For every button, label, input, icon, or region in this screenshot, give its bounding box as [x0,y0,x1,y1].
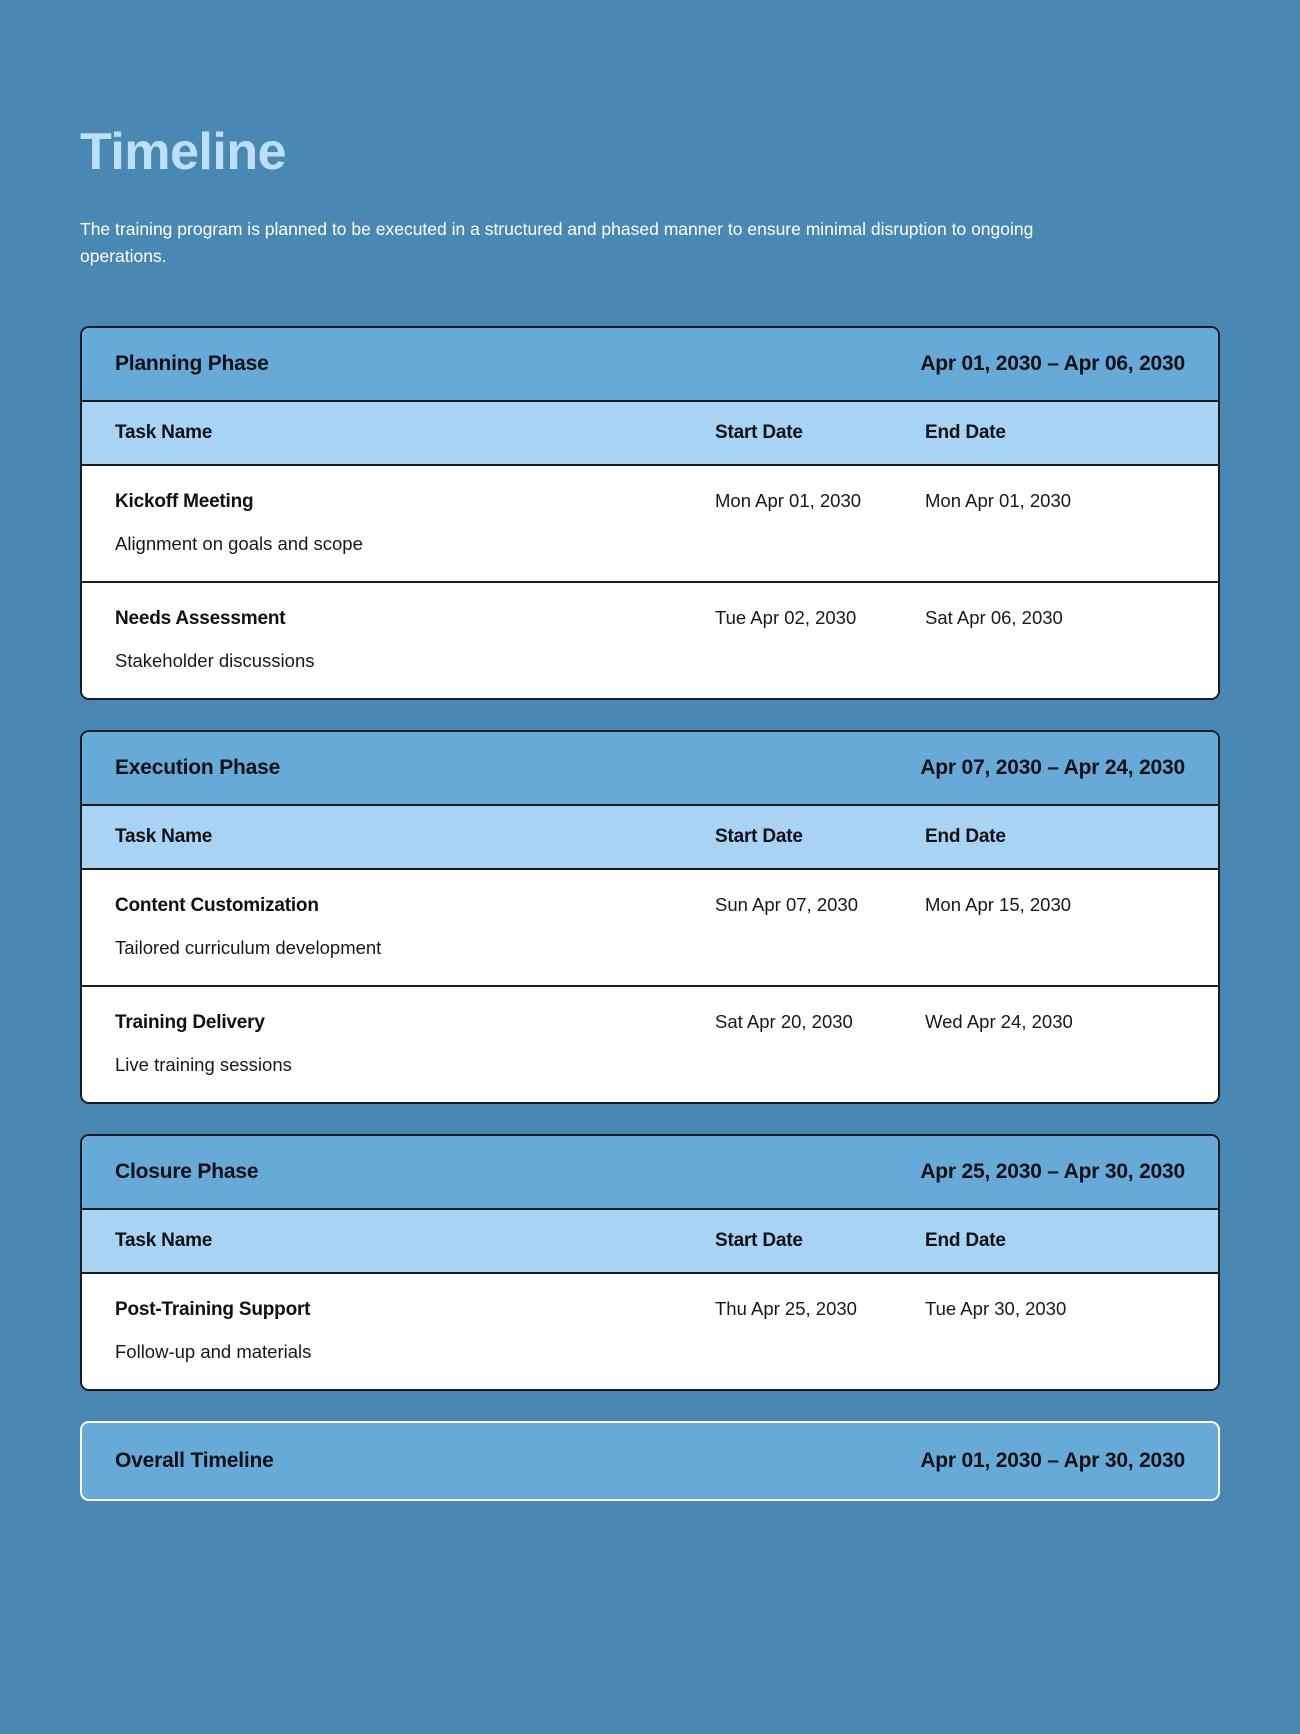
task-start-date: Tue Apr 02, 2030 [715,606,857,628]
task-description: Tailored curriculum development [115,936,382,958]
task-end-date: Mon Apr 01, 2030 [925,489,1072,511]
column-header-start-date: Start Date [715,421,803,443]
phase-name: Closure Phase [115,1159,259,1183]
task-name: Post-Training Support [115,1298,311,1320]
task-description: Alignment on goals and scope [115,532,363,554]
page-title: Timeline [80,123,287,181]
task-start-date: Sun Apr 07, 2030 [715,893,858,915]
column-header-end-date: End Date [925,825,1006,847]
phase-header [82,732,1218,806]
phase-header [82,328,1218,402]
phase-list [80,326,1220,1391]
task-name: Kickoff Meeting [115,490,254,512]
task-end-date: Sat Apr 06, 2030 [925,606,1063,628]
column-header-start-date: Start Date [715,1229,803,1251]
task-row-main [115,1298,1185,1321]
task-row [82,870,1218,987]
task-row [82,466,1218,583]
task-end-date: Mon Apr 15, 2030 [925,893,1072,915]
task-start-date: Thu Apr 25, 2030 [715,1297,857,1319]
task-row-main [115,490,1185,513]
task-start-date: Sat Apr 20, 2030 [715,1010,853,1032]
page-subtitle: The training program is planned to be executed in a structured and phased manner to ensure minimal disruption to ongoing operations. [80,218,1034,266]
task-name: Training Delivery [115,1011,265,1033]
phase-card [80,1134,1220,1391]
column-header-end-date: End Date [925,1229,1006,1251]
column-header-row [82,806,1218,870]
column-header-task-name: Task Name [115,825,213,847]
task-description: Follow-up and materials [115,1340,312,1362]
task-row-main [115,894,1185,917]
task-start-date: Mon Apr 01, 2030 [715,489,862,511]
column-header-end-date: End Date [925,421,1006,443]
phase-date-range: Apr 07, 2030 – Apr 24, 2030 [920,755,1185,779]
task-row-main [115,1011,1185,1034]
overall-timeline-range: Apr 01, 2030 – Apr 30, 2030 [920,1448,1185,1472]
column-header-row [82,1210,1218,1274]
task-name: Needs Assessment [115,607,286,629]
phase-date-range: Apr 25, 2030 – Apr 30, 2030 [920,1159,1185,1183]
overall-timeline-bar [80,1421,1220,1501]
phase-header [82,1136,1218,1210]
task-row [82,987,1218,1102]
phase-name: Planning Phase [115,351,269,375]
column-header-start-date: Start Date [715,825,803,847]
task-description: Stakeholder discussions [115,649,315,671]
column-header-row [82,402,1218,466]
task-end-date: Wed Apr 24, 2030 [925,1010,1073,1032]
task-name: Content Customization [115,894,319,916]
task-row [82,583,1218,698]
overall-timeline-label: Overall Timeline [115,1448,274,1472]
task-description: Live training sessions [115,1053,292,1075]
phase-card [80,326,1220,700]
column-header-task-name: Task Name [115,1229,213,1251]
task-row [82,1274,1218,1389]
task-row-main [115,607,1185,630]
phase-name: Execution Phase [115,755,281,779]
task-end-date: Tue Apr 30, 2030 [925,1297,1067,1319]
phase-card [80,730,1220,1104]
column-header-task-name: Task Name [115,421,213,443]
phase-date-range: Apr 01, 2030 – Apr 06, 2030 [920,351,1185,375]
